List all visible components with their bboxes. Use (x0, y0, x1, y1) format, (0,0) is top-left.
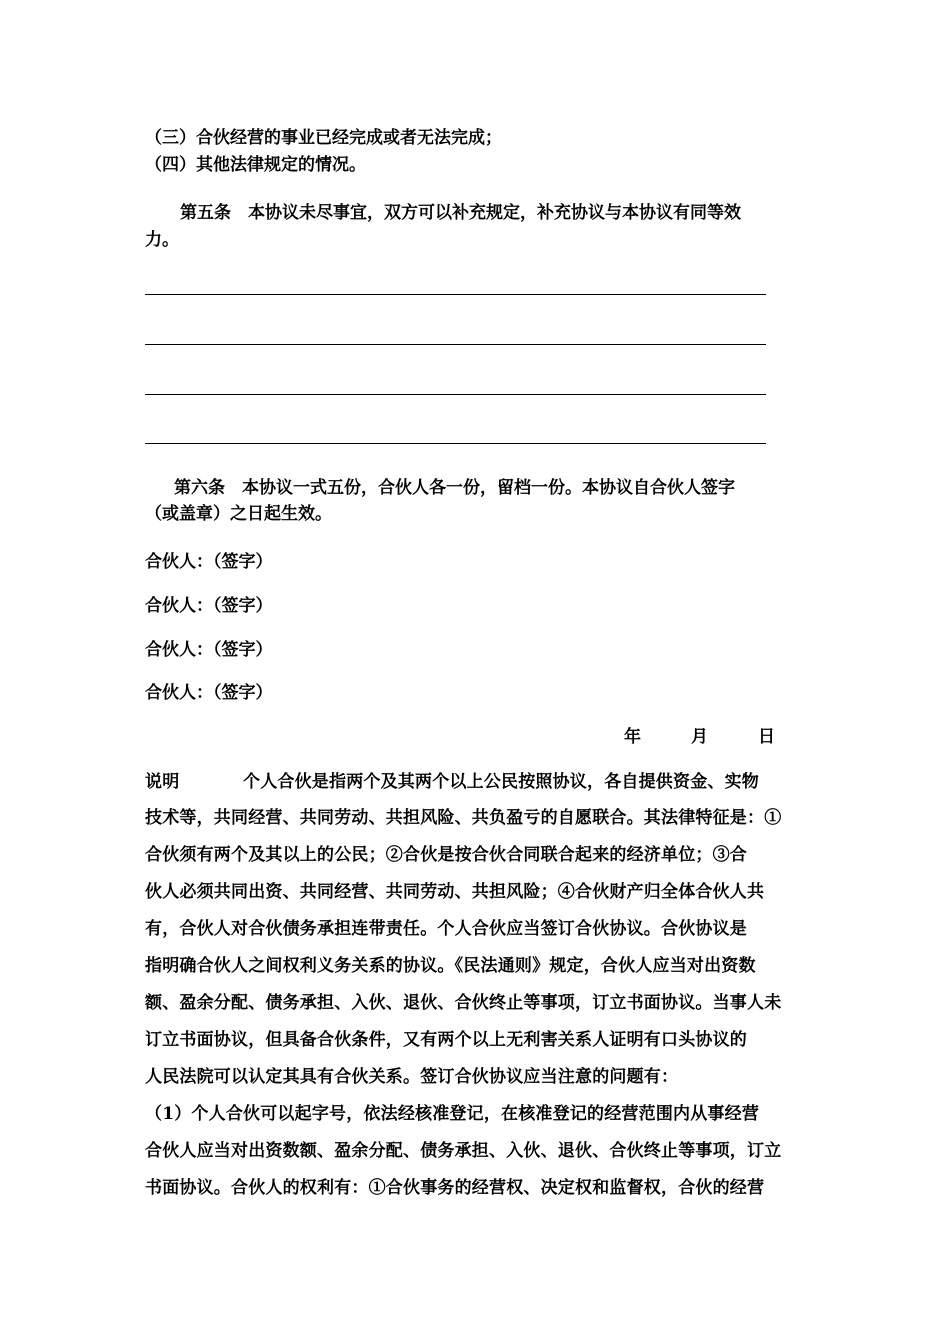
blank-fill-line (145, 443, 766, 444)
explanation-line: 有，合伙人对合伙债务承担连带责任。个人合伙应当签订合伙协议。合伙协议是 (145, 919, 747, 939)
explanation-line: 额、盈余分配、债务承担、入伙、退伙、合伙终止等事项，订立书面协议。当事人未 (145, 993, 782, 1013)
explanation-heading: 说明 (145, 772, 180, 792)
article-6-line-2: （或盖章）之日起生效。 (145, 504, 332, 524)
explanation-line: 人民法院可以认定其具有合伙关系。签订合伙协议应当注意的问题有： (145, 1067, 679, 1087)
clause-item-3: （三）合伙经营的事业已经完成或者无法完成； (145, 128, 502, 148)
signature-line: 合伙人：（签字） (145, 683, 273, 703)
article-5-line-2: 力。 (145, 230, 179, 250)
article-5-line-1: 第五条 本协议未尽事宜，双方可以补充规定，补充协议与本协议有同等效 (180, 203, 741, 223)
blank-fill-line (145, 294, 766, 295)
explanation-line: 技术等，共同经营、共同劳动、共担风险、共负盈亏的自愿联合。其法律特征是：① (145, 808, 782, 828)
explanation-line: 合伙人应当对出资数额、盈余分配、债务承担、入伙、退伙、合伙终止等事项，订立 (145, 1141, 782, 1161)
blank-fill-line (145, 344, 766, 345)
explanation-line: （1）个人合伙可以起字号，依法经核准登记，在核准登记的经营范围内从事经营 (145, 1104, 760, 1124)
article-6-line-1: 第六条 本协议一式五份，合伙人各一份，留档一份。本协议自合伙人签字 (174, 478, 735, 498)
date-day: 日 (758, 727, 775, 747)
signature-line: 合伙人：（签字） (145, 640, 273, 660)
signature-line: 合伙人：（签字） (145, 552, 273, 572)
clause-item-4: （四）其他法律规定的情况。 (145, 155, 366, 175)
date-month: 月 (691, 727, 708, 747)
explanation-line: 书面协议。合伙人的权利有：①合伙事务的经营权、决定权和监督权，合伙的经营 (145, 1178, 765, 1198)
explanation-line: 合伙须有两个及其以上的公民；②合伙是按合伙合同联合起来的经济单位；③合 (145, 845, 747, 865)
explanation-line: 订立书面协议，但具备合伙条件，又有两个以上无利害关系人证明有口头协议的 (145, 1030, 747, 1050)
date-year: 年 (624, 727, 641, 747)
signature-line: 合伙人：（签字） (145, 596, 273, 616)
explanation-line: 伙人必须共同出资、共同经营、共同劳动、共担风险；④合伙财产归全体合伙人共 (145, 882, 765, 902)
explanation-line: 个人合伙是指两个及其两个以上公民按照协议，各自提供资金、实物 (243, 772, 759, 792)
explanation-line: 指明确合伙人之间权利义务关系的协议。《民法通则》规定，合伙人应当对出资数 (145, 956, 756, 976)
blank-fill-line (145, 394, 766, 395)
